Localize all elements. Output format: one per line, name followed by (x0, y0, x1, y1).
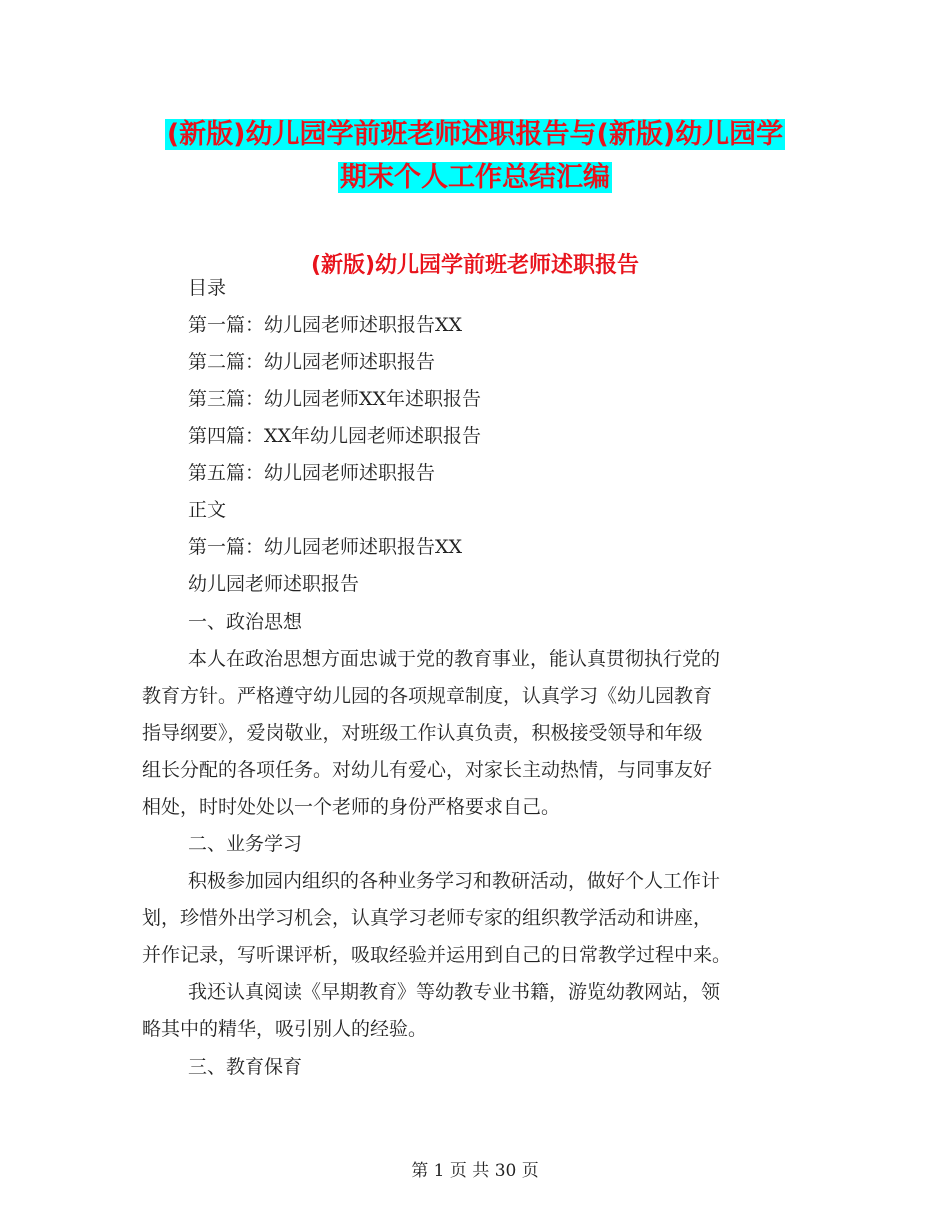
toc-item: 第五篇：幼儿园老师述职报告 (188, 462, 436, 484)
paragraph-line: 相处，时时处处以一个老师的身份严格要求自己。 (142, 796, 561, 818)
document-title-line-2 (0, 155, 950, 194)
title-highlight: 期末个人工作总结汇编 (340, 162, 610, 193)
section-heading: 二、业务学习 (188, 833, 303, 855)
paragraph-line: 本人在政治思想方面忠诚于党的教育事业，能认真贯彻执行党的 (188, 648, 721, 670)
document-title-line-1 (0, 112, 950, 151)
paragraph-line: 积极参加园内组织的各种业务学习和教研活动，做好个人工作计 (188, 870, 721, 892)
section-heading: 三、教育保育 (188, 1056, 303, 1078)
toc-item: 第二篇：幼儿园老师述职报告 (188, 351, 436, 373)
paragraph-line: 略其中的精华，吸引别人的经验。 (142, 1018, 428, 1040)
title-highlight: (新版)幼儿园学前班老师述职报告与(新版)幼儿园学 (166, 119, 784, 150)
paragraph-line: 组长分配的各项任务。对幼儿有爱心，对家长主动热情，与同事友好 (142, 759, 713, 781)
paragraph-line: 指导纲要》，爱岗敬业，对班级工作认真负责，积极接受领导和年级 (142, 722, 703, 744)
paragraph-line: 并作记录，写听课评析，吸取经验并运用到自己的日常教学过程中来。 (142, 944, 732, 966)
paragraph-line: 我还认真阅读《早期教育》等幼教专业书籍，游览幼教网站，领 (188, 981, 721, 1003)
section-title: (新版)幼儿园学前班老师述职报告 (310, 253, 640, 278)
body-heading: 正文 (188, 499, 227, 521)
chapter-title: 第一篇：幼儿园老师述职报告XX (188, 536, 463, 558)
section-heading: 一、政治思想 (188, 611, 303, 633)
page-footer: 第 1 页 共 30 页 (411, 1161, 539, 1181)
paragraph-line: 划，珍惜外出学习机会，认真学习老师专家的组织教学活动和讲座， (142, 907, 713, 929)
toc-item: 第四篇：XX年幼儿园老师述职报告 (188, 425, 482, 447)
paragraph-line: 教育方针。严格遵守幼儿园的各项规章制度，认真学习《幼儿园教育 (142, 685, 713, 707)
toc-item: 第一篇：幼儿园老师述职报告XX (188, 314, 463, 336)
doc-title: 幼儿园老师述职报告 (188, 573, 360, 595)
toc-heading: 目录 (188, 277, 227, 299)
toc-item: 第三篇：幼儿园老师XX年述职报告 (188, 388, 482, 410)
